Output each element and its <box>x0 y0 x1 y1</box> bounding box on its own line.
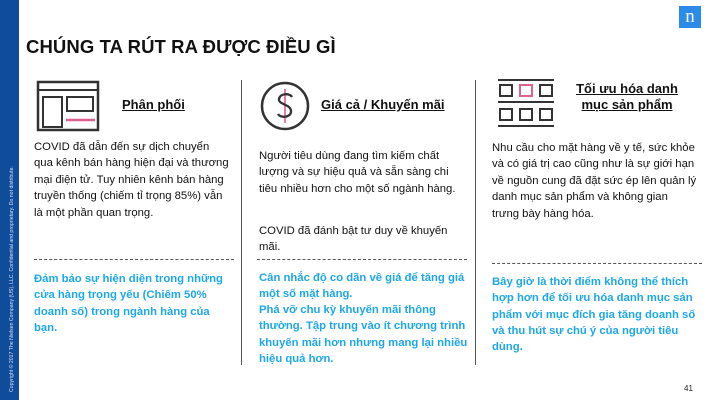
column-title-distribution: Phân phối <box>122 97 185 112</box>
distribution-body: COVID đã dẫn đến sự dịch chuyển qua kênh bán hàng hiện đại và thương mại điện tử. Tuy nhiên kênh bán hàng truyền thống (chiếm tỉ trọng 85%) vẫn là một phần quan trọng. <box>34 141 229 219</box>
column-divider-2 <box>475 80 476 365</box>
assortment-body: Nhu cầu cho mặt hàng về y tế, sức khỏe và có giá trị cao cũng như là sự giới hạn về nguồn cung đã đặt sức ép lên quản lý danh mục sản phẩm và không gian trưng bày hàng hóa. <box>492 142 697 220</box>
page-title: CHÚNG TA RÚT RA ĐƯỢC ĐIỀU GÌ <box>26 36 336 57</box>
pricing-insight-2: Phá vỡ chu kỳ khuyến mãi thông thường. Tập trung vào ít chương trình khuyến mãi hơn nhưng mang lại nhiều hiệu quả hơn. <box>259 304 468 365</box>
pricing-body-2: COVID đã đánh bật tư duy về khuyến mãi. <box>259 225 448 254</box>
column-title-pricing: Giá cả / Khuyến mãi <box>321 97 445 112</box>
column-divider-1 <box>241 80 242 365</box>
divider-dashed-1 <box>34 259 234 260</box>
distribution-insight: Đảm bảo sự hiện diện trong những cửa hàng trọng yếu (Chiếm 50% doanh số) trong ngành hàng của bạn. <box>34 273 223 334</box>
shelf-grid-icon <box>496 77 556 129</box>
page-number: 41 <box>684 384 693 393</box>
column-title-assortment: Tối ưu hóa danh mục sản phẩm <box>576 81 678 112</box>
assortment-insight: Bây giờ là thời điểm không thể thích hợp hơn để tối ưu hóa danh mục sản phẩm với mục đích gia tăng doanh số và thu hút sự chú ý của người tiêu dùng. <box>492 276 696 354</box>
pricing-insight-1: Cân nhắc độ co dãn về giá để tăng giá một số mặt hàng. <box>259 272 465 301</box>
store-window-icon <box>36 80 100 132</box>
copyright-note: Copyright © 2017 The Nielsen Company (US), LLC. Confidential and proprietary. Do not distribute. <box>9 166 15 392</box>
dollar-circle-icon <box>259 80 311 132</box>
nielsen-logo: n <box>679 6 701 28</box>
divider-dashed-2 <box>257 259 467 260</box>
pricing-body-1: Người tiêu dùng đang tìm kiếm chất lượng và sự hiệu quả và sẵn sàng chi tiêu nhiều hơn cho một số ngành hàng. <box>259 150 456 195</box>
divider-dashed-3 <box>492 263 702 264</box>
